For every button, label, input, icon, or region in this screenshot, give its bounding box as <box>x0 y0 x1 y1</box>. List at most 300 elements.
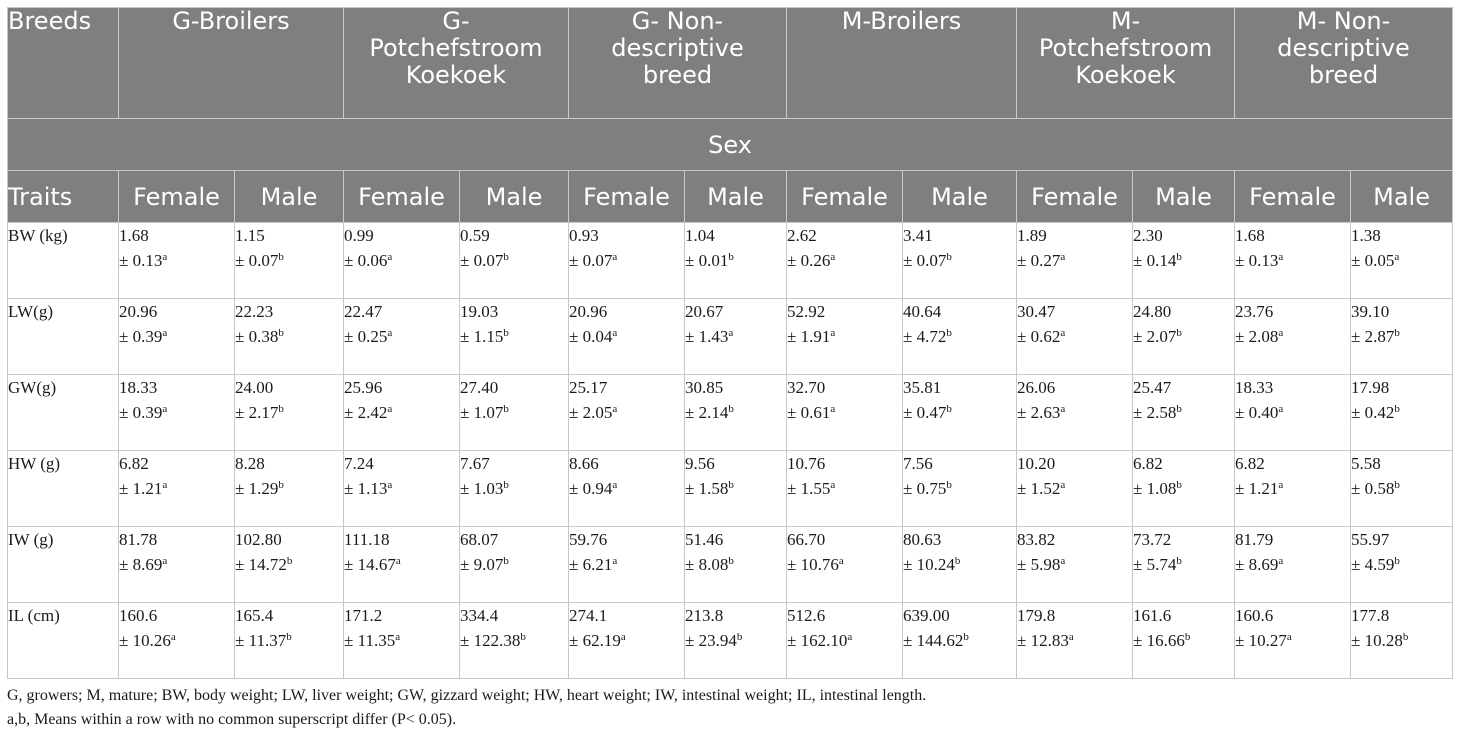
cell-sd: ± 0.42 <box>1351 403 1395 422</box>
cell-mean: 334.4 <box>460 606 499 625</box>
cell-sd-line <box>787 476 902 501</box>
cell-sd: ± 1.91 <box>787 327 831 346</box>
cell-sd: ± 2.05 <box>569 403 613 422</box>
table-cell <box>569 299 685 375</box>
trait-label: IL (cm) <box>8 603 119 679</box>
cell-sd: ± 0.14 <box>1133 251 1177 270</box>
cell-sd: ± 1.55 <box>787 479 831 498</box>
cell-superscript: b <box>1184 631 1191 643</box>
cell-sd-line <box>460 476 568 501</box>
cell-sd-line <box>119 476 234 501</box>
cell-sd: ± 10.24 <box>903 555 955 574</box>
cell-mean: 512.6 <box>787 606 826 625</box>
cell-sd-line <box>685 476 786 501</box>
cell-sd-line <box>344 400 459 425</box>
sex-header-female: Female <box>344 171 460 223</box>
table-cell <box>460 603 569 679</box>
cell-superscript: b <box>728 403 734 415</box>
table-cell <box>1017 223 1133 299</box>
cell-mean: 73.72 <box>1133 530 1172 549</box>
cell-sd-line <box>1017 324 1132 349</box>
cell-mean: 9.56 <box>685 454 715 473</box>
cell-superscript: a <box>847 631 853 643</box>
table-cell <box>685 603 787 679</box>
cell-sd-line <box>1017 552 1132 577</box>
table-row <box>8 223 1453 299</box>
cell-sd: ± 0.40 <box>1235 403 1279 422</box>
table-cell <box>569 451 685 527</box>
cell-sd: ± 0.06 <box>344 251 388 270</box>
cell-mean: 177.8 <box>1351 606 1390 625</box>
table-cell <box>569 527 685 603</box>
cell-mean: 213.8 <box>685 606 724 625</box>
cell-mean: 23.76 <box>1235 302 1274 321</box>
cell-superscript: b <box>728 251 734 263</box>
cell-superscript: b <box>728 555 734 567</box>
breed-header-line: Potchefstroom <box>1038 34 1213 62</box>
cell-sd: ± 0.07 <box>903 251 947 270</box>
cell-sd-line <box>1235 476 1350 501</box>
cell-sd-line <box>1017 248 1132 273</box>
cell-sd-line <box>787 400 902 425</box>
cell-sd-line <box>685 248 786 273</box>
cell-sd: ± 2.07 <box>1133 327 1177 346</box>
cell-sd-line <box>460 324 568 349</box>
table-cell <box>460 299 569 375</box>
cell-sd: ± 0.61 <box>787 403 831 422</box>
cell-superscript: a <box>612 327 618 339</box>
cell-superscript: a <box>1060 479 1066 491</box>
table-cell <box>235 527 344 603</box>
cell-superscript: a <box>612 479 618 491</box>
table-cell <box>1235 451 1351 527</box>
breed-header-line: M- Non- <box>1296 7 1391 35</box>
cell-superscript: b <box>1394 479 1400 491</box>
breed-header-g-potchefstroom <box>344 8 569 119</box>
cell-superscript: a <box>1278 251 1284 263</box>
cell-mean: 68.07 <box>460 530 499 549</box>
cell-mean: 35.81 <box>903 378 942 397</box>
table-cell <box>1133 223 1235 299</box>
trait-label: LW(g) <box>8 299 119 375</box>
cell-mean: 22.23 <box>235 302 274 321</box>
cell-mean: 5.58 <box>1351 454 1381 473</box>
cell-mean: 161.6 <box>1133 606 1172 625</box>
cell-superscript: b <box>278 479 284 491</box>
cell-sd: ± 144.62 <box>903 631 964 650</box>
cell-mean: 111.18 <box>344 530 390 549</box>
cell-sd: ± 62.19 <box>569 631 621 650</box>
cell-sd-line <box>685 324 786 349</box>
breed-header-line: G-Broilers <box>172 7 290 35</box>
cell-sd-line <box>569 476 684 501</box>
table-cell <box>1133 527 1235 603</box>
breed-header-line: Koekoek <box>405 61 507 89</box>
sex-header-row <box>8 119 1453 171</box>
table-cell <box>460 527 569 603</box>
breeds-header-row <box>8 8 1453 119</box>
cell-sd: ± 5.74 <box>1133 555 1177 574</box>
table-cell <box>344 527 460 603</box>
cell-superscript: b <box>1394 327 1400 339</box>
cell-mean: 7.56 <box>903 454 933 473</box>
cell-superscript: a <box>387 403 393 415</box>
cell-mean: 25.96 <box>344 378 383 397</box>
cell-superscript: a <box>1278 403 1284 415</box>
cell-sd-line <box>119 400 234 425</box>
cell-sd-line <box>119 248 234 273</box>
sex-label: Sex <box>8 119 1453 171</box>
cell-mean: 52.92 <box>787 302 826 321</box>
table-row <box>8 299 1453 375</box>
table-cell <box>685 375 787 451</box>
cell-mean: 51.46 <box>685 530 724 549</box>
cell-sd: ± 11.37 <box>235 631 287 650</box>
cell-superscript: a <box>838 555 844 567</box>
cell-mean: 639.00 <box>903 606 950 625</box>
cell-sd: ± 4.72 <box>903 327 947 346</box>
cell-sd: ± 0.01 <box>685 251 729 270</box>
cell-sd-line <box>569 248 684 273</box>
cell-sd-line <box>1133 476 1234 501</box>
table-cell <box>344 603 460 679</box>
cell-sd-line <box>903 324 1016 349</box>
cell-mean: 81.79 <box>1235 530 1274 549</box>
cell-sd-line <box>1017 628 1132 653</box>
cell-sd-line <box>787 552 902 577</box>
table-cell <box>1235 603 1351 679</box>
cell-sd-line <box>119 628 234 653</box>
table-cell <box>685 527 787 603</box>
cell-sd-line <box>460 400 568 425</box>
cell-mean: 18.33 <box>119 378 158 397</box>
breed-header-g-broilers <box>119 8 344 119</box>
table-cell <box>1235 299 1351 375</box>
cell-mean: 1.68 <box>1235 226 1265 245</box>
cell-mean: 20.96 <box>119 302 158 321</box>
cell-sd: ± 162.10 <box>787 631 848 650</box>
cell-sd-line <box>235 248 343 273</box>
cell-sd: ± 2.58 <box>1133 403 1177 422</box>
cell-mean: 18.33 <box>1235 378 1274 397</box>
cell-sd: ± 2.17 <box>235 403 279 422</box>
table-cell <box>1133 603 1235 679</box>
table-cell <box>903 451 1017 527</box>
footnote-abbreviations: G, growers; M, mature; BW, body weight; LW, liver weight; GW, gizzard weight; HW, heart weight; IW, intestinal weight; IL, intestinal length. <box>7 687 927 704</box>
table-row <box>8 603 1453 679</box>
trait-label: BW (kg) <box>8 223 119 299</box>
cell-sd: ± 0.13 <box>119 251 163 270</box>
cell-sd-line <box>903 628 1016 653</box>
cell-sd: ± 2.87 <box>1351 327 1395 346</box>
cell-sd-line <box>903 400 1016 425</box>
cell-sd-line <box>235 324 343 349</box>
cell-sd-line <box>1235 248 1350 273</box>
cell-superscript: b <box>728 479 734 491</box>
cell-sd-line <box>1351 324 1452 349</box>
breed-header-line: M- <box>1110 7 1141 35</box>
table-cell <box>344 375 460 451</box>
cell-superscript: b <box>278 327 284 339</box>
table-cell <box>903 603 1017 679</box>
cell-superscript: a <box>612 251 618 263</box>
cell-sd: ± 10.27 <box>1235 631 1287 650</box>
cell-sd-line <box>569 628 684 653</box>
cell-sd-line <box>787 628 902 653</box>
table-cell <box>1017 375 1133 451</box>
table-cell <box>235 603 344 679</box>
cell-superscript: a <box>830 251 836 263</box>
cell-sd-line <box>344 324 459 349</box>
cell-sd-line <box>1017 476 1132 501</box>
cell-mean: 2.62 <box>787 226 817 245</box>
cell-sd: ± 0.05 <box>1351 251 1395 270</box>
cell-mean: 7.67 <box>460 454 490 473</box>
table-cell <box>1351 299 1453 375</box>
table-cell <box>1235 375 1351 451</box>
cell-superscript: a <box>387 327 393 339</box>
cell-sd: ± 1.29 <box>235 479 279 498</box>
cell-sd: ± 0.39 <box>119 327 163 346</box>
table-row <box>8 375 1453 451</box>
cell-mean: 19.03 <box>460 302 499 321</box>
cell-sd: ± 0.62 <box>1017 327 1061 346</box>
table-cell <box>787 451 903 527</box>
table-cell <box>569 375 685 451</box>
cell-mean: 80.63 <box>903 530 942 549</box>
cell-mean: 1.89 <box>1017 226 1047 245</box>
breed-header-line: descriptive <box>611 34 744 62</box>
cell-superscript: a <box>830 479 836 491</box>
cell-sd: ± 0.26 <box>787 251 831 270</box>
cell-mean: 59.76 <box>569 530 608 549</box>
cell-mean: 2.30 <box>1133 226 1163 245</box>
breed-header-line: G- Non- <box>631 7 724 35</box>
table-cell <box>119 451 235 527</box>
cell-mean: 40.64 <box>903 302 942 321</box>
table-cell <box>235 223 344 299</box>
breed-header-line: breed <box>1308 61 1379 89</box>
cell-sd: ± 8.69 <box>1235 555 1279 574</box>
cell-sd-line <box>685 628 786 653</box>
trait-label: GW(g) <box>8 375 119 451</box>
table-cell <box>1351 527 1453 603</box>
cell-sd: ± 14.67 <box>344 555 396 574</box>
cell-sd: ± 1.21 <box>119 479 163 498</box>
table-cell <box>1133 299 1235 375</box>
table-cell <box>119 375 235 451</box>
table-cell <box>903 375 1017 451</box>
cell-superscript: a <box>1394 251 1400 263</box>
cell-sd: ± 1.58 <box>685 479 729 498</box>
cell-mean: 39.10 <box>1351 302 1390 321</box>
cell-sd-line <box>685 400 786 425</box>
cell-sd: ± 1.15 <box>460 327 504 346</box>
sex-header-male: Male <box>460 171 569 223</box>
cell-superscript: a <box>612 403 618 415</box>
cell-superscript: a <box>1060 555 1066 567</box>
cell-mean: 55.97 <box>1351 530 1390 549</box>
cell-sd: ± 0.75 <box>903 479 947 498</box>
cell-superscript: b <box>1394 403 1400 415</box>
cell-superscript: a <box>728 327 734 339</box>
cell-superscript: b <box>946 327 952 339</box>
cell-mean: 6.82 <box>1235 454 1265 473</box>
cell-sd: ± 0.38 <box>235 327 279 346</box>
cell-mean: 0.99 <box>344 226 374 245</box>
cell-superscript: b <box>286 631 292 643</box>
cell-mean: 27.40 <box>460 378 499 397</box>
table-cell <box>1017 299 1133 375</box>
cell-mean: 102.80 <box>235 530 282 549</box>
breeds-label: Breeds <box>8 8 119 119</box>
cell-mean: 1.15 <box>235 226 265 245</box>
cell-sd: ± 4.59 <box>1351 555 1395 574</box>
cell-superscript: a <box>387 251 393 263</box>
cell-superscript: b <box>1176 479 1182 491</box>
table-cell <box>569 223 685 299</box>
cell-sd: ± 1.43 <box>685 327 729 346</box>
table-cell <box>787 375 903 451</box>
table-cell <box>1235 527 1351 603</box>
breed-header-line: Potchefstroom <box>369 34 543 62</box>
table-cell <box>460 451 569 527</box>
cell-sd: ± 0.58 <box>1351 479 1395 498</box>
cell-superscript: a <box>1278 327 1284 339</box>
cell-superscript: a <box>1278 479 1284 491</box>
cell-sd: ± 122.38 <box>460 631 521 650</box>
cell-sd: ± 23.94 <box>685 631 737 650</box>
cell-sd-line <box>1351 248 1452 273</box>
cell-superscript: b <box>503 251 509 263</box>
cell-sd-line <box>235 628 343 653</box>
footnote-significance: a,b, Means within a row with no common superscript differ (P< 0.05). <box>7 711 457 728</box>
table-cell <box>119 223 235 299</box>
cell-sd: ± 1.07 <box>460 403 504 422</box>
cell-sd: ± 10.28 <box>1351 631 1403 650</box>
cell-mean: 171.2 <box>344 606 383 625</box>
table-cell <box>119 299 235 375</box>
cell-mean: 165.4 <box>235 606 274 625</box>
cell-mean: 1.04 <box>685 226 715 245</box>
cell-sd-line <box>1235 628 1350 653</box>
cell-sd-line <box>344 476 459 501</box>
sex-header-male: Male <box>1351 171 1453 223</box>
cell-sd: ± 0.25 <box>344 327 388 346</box>
table-cell <box>1351 223 1453 299</box>
cell-sd: ± 0.04 <box>569 327 613 346</box>
cell-sd-line <box>1133 400 1234 425</box>
cell-superscript: b <box>503 327 509 339</box>
cell-sd: ± 5.98 <box>1017 555 1061 574</box>
table-cell <box>685 299 787 375</box>
cell-sd: ± 9.07 <box>460 555 504 574</box>
cell-sd: ± 11.35 <box>344 631 396 650</box>
cell-sd: ± 1.03 <box>460 479 504 498</box>
cell-superscript: a <box>170 631 176 643</box>
table-cell <box>460 223 569 299</box>
cell-mean: 10.76 <box>787 454 826 473</box>
breed-header-g-nondescriptive <box>569 8 787 119</box>
breed-header-line: Koekoek <box>1075 61 1176 89</box>
sex-header-female: Female <box>1017 171 1133 223</box>
cell-sd-line <box>1133 248 1234 273</box>
cell-mean: 1.38 <box>1351 226 1381 245</box>
cell-sd-line <box>1133 552 1234 577</box>
breed-header-m-nondescriptive <box>1235 8 1453 119</box>
cell-superscript: a <box>1286 631 1292 643</box>
table-cell <box>1351 375 1453 451</box>
cell-mean: 81.78 <box>119 530 158 549</box>
table-cell <box>235 375 344 451</box>
table-cell <box>1351 603 1453 679</box>
trait-label: IW (g) <box>8 527 119 603</box>
breed-header-line: descriptive <box>1277 34 1410 62</box>
breed-header-line: M-Broilers <box>841 7 962 35</box>
cell-sd-line <box>569 552 684 577</box>
cell-sd: ± 16.66 <box>1133 631 1185 650</box>
table-cell <box>344 223 460 299</box>
cell-sd: ± 0.27 <box>1017 251 1061 270</box>
table-cell <box>787 603 903 679</box>
traits-label: Traits <box>8 171 119 223</box>
cell-mean: 8.66 <box>569 454 599 473</box>
cell-mean: 26.06 <box>1017 378 1056 397</box>
cell-sd-line <box>569 400 684 425</box>
cell-sd: ± 8.69 <box>119 555 163 574</box>
cell-mean: 274.1 <box>569 606 608 625</box>
cell-sd-line <box>344 552 459 577</box>
cell-mean: 83.82 <box>1017 530 1056 549</box>
cell-mean: 17.98 <box>1351 378 1390 397</box>
table-cell <box>1133 451 1235 527</box>
cell-superscript: b <box>520 631 526 643</box>
sex-header-male: Male <box>1133 171 1235 223</box>
cell-sd-line <box>1133 628 1234 653</box>
cell-superscript: b <box>1176 555 1182 567</box>
cell-sd-line <box>1133 324 1234 349</box>
cell-mean: 25.17 <box>569 378 608 397</box>
table-cell <box>685 451 787 527</box>
table-row <box>8 451 1453 527</box>
cell-mean: 22.47 <box>344 302 383 321</box>
cell-sd-line <box>903 552 1016 577</box>
cell-sd: ± 0.39 <box>119 403 163 422</box>
cell-mean: 0.59 <box>460 226 490 245</box>
sex-header-female: Female <box>569 171 685 223</box>
trait-label: HW (g) <box>8 451 119 527</box>
cell-superscript: b <box>736 631 743 643</box>
cell-sd-line <box>460 552 568 577</box>
cell-sd: ± 0.47 <box>903 403 947 422</box>
cell-mean: 20.96 <box>569 302 608 321</box>
table-cell <box>787 223 903 299</box>
cell-sd: ± 2.42 <box>344 403 388 422</box>
cell-superscript: a <box>830 403 836 415</box>
cell-sd: ± 1.52 <box>1017 479 1061 498</box>
cell-superscript: b <box>503 403 509 415</box>
cell-sd-line <box>1235 324 1350 349</box>
cell-sd-line <box>685 552 786 577</box>
cell-sd: ± 14.72 <box>235 555 287 574</box>
cell-superscript: a <box>162 555 168 567</box>
cell-superscript: a <box>830 327 836 339</box>
cell-mean: 24.80 <box>1133 302 1172 321</box>
cell-superscript: b <box>1394 555 1400 567</box>
sex-header-female: Female <box>1235 171 1351 223</box>
table-cell <box>1017 603 1133 679</box>
cell-superscript: a <box>387 479 393 491</box>
